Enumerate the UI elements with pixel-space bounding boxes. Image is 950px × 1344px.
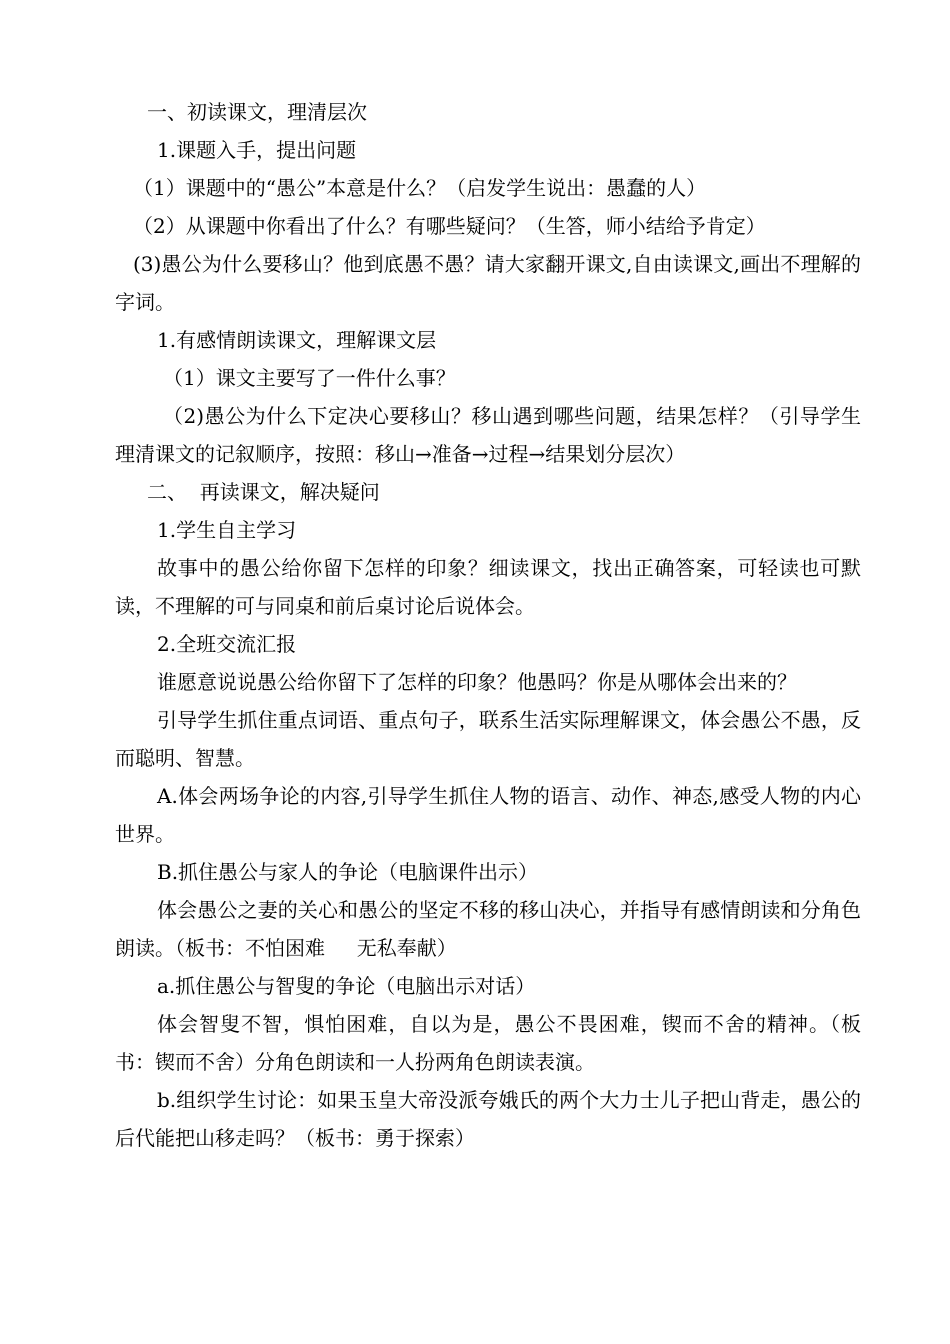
section-heading-2: 二、 再读课文，解决疑问 — [147, 480, 380, 504]
body-paragraph: B.抓住愚公与家人的争论（电脑课件出示） — [157, 860, 539, 884]
body-paragraph: b.组织学生讨论：如果玉皇大帝没派夸娥氏的两个大力士儿子把山背走，愚公的后代能把山移走吗？（板书：勇于探索） — [115, 1088, 861, 1150]
subsection-heading: 1.有感情朗读课文，理解课文层 — [157, 328, 437, 352]
question-item: （2）从课题中你看出了什么？有哪些疑问？（生答，师小结给予肯定） — [133, 214, 766, 238]
body-paragraph: A.体会两场争论的内容,引导学生抓住人物的语言、动作、神态,感受人物的内心世界。 — [115, 784, 861, 846]
subsection-heading: 2.全班交流汇报 — [157, 632, 297, 656]
body-paragraph: 故事中的愚公给你留下怎样的印象？细读课文，找出正确答案，可轻读也可默读，不理解的可与同桌和前后桌讨论后说体会。 — [115, 556, 861, 618]
body-paragraph: 谁愿意说说愚公给你留下了怎样的印象？他愚吗？你是从哪体会出来的？ — [157, 670, 797, 694]
body-paragraph: a.抓住愚公与智叟的争论（电脑出示对话） — [157, 974, 536, 998]
subsection-heading: 1.课题入手，提出问题 — [157, 138, 357, 162]
document-body — [115, 93, 861, 1157]
section-heading-1: 一、初读课文，理清层次 — [147, 100, 367, 124]
body-paragraph: 引导学生抓住重点词语、重点句子，联系生活实际理解课文，体会愚公不愚，反而聪明、智慧。 — [115, 708, 861, 770]
question-item: （1）课题中的“愚公”本意是什么？（启发学生说出：愚蠢的人） — [133, 176, 707, 200]
question-item: (3)愚公为什么要移山？他到底愚不愚？请大家翻开课文,自由读课文,画出不理解的字词。 — [115, 252, 861, 314]
question-item: （1）课文主要写了一件什么事？ — [163, 366, 456, 390]
question-item: （2)愚公为什么下定决心要移山？移山遇到哪些问题，结果怎样？（引导学生理清课文的记叙顺序，按照：移山→准备→过程→结果划分层次） — [115, 404, 861, 466]
subsection-heading: 1.学生自主学习 — [157, 518, 297, 542]
body-paragraph: 体会智叟不智，惧怕困难，自以为是，愚公不畏困难，锲而不舍的精神。（板书：锲而不舍）分角色朗读和一人扮两角色朗读表演。 — [115, 1012, 861, 1074]
body-paragraph: 体会愚公之妻的关心和愚公的坚定不移的移山决心，并指导有感情朗读和分角色朗读。（板书：不怕困难 无私奉献） — [115, 898, 861, 960]
